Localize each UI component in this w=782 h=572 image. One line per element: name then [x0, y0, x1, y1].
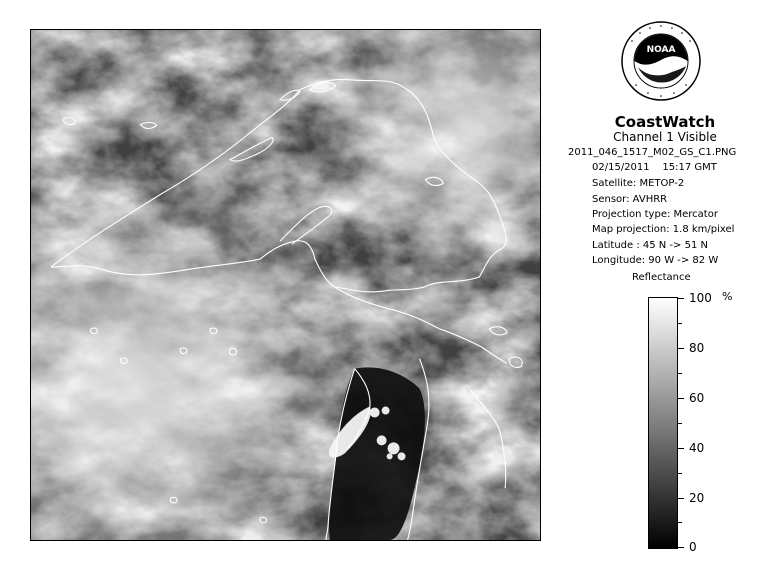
colorbar-minor-tick [678, 423, 682, 424]
noaa-logo-text: NOAA [646, 45, 676, 55]
date-value: 02/15/2011 [592, 162, 650, 173]
datetime-label [592, 162, 717, 173]
colorbar-minor-tick [678, 473, 682, 474]
colorbar-tick-label: 80 [689, 341, 705, 355]
colorbar-tick [678, 498, 684, 499]
map-projection-label: Map projection: 1.8 km/pixel [592, 224, 735, 235]
brand-title: CoastWatch [614, 113, 716, 131]
satellite-image [30, 29, 541, 541]
noaa-logo-icon [620, 20, 702, 102]
legend-unit: % [722, 290, 733, 303]
colorbar-tick [678, 448, 684, 449]
time-value: 15:17 GMT [662, 162, 717, 173]
satellite-label: Satellite: METOP-2 [592, 178, 685, 189]
colorbar-tick-label: 0 [689, 540, 697, 554]
colorbar-tick [678, 398, 684, 399]
colorbar-minor-tick [678, 373, 682, 374]
legend-title: Reflectance [632, 272, 691, 283]
colorbar-tick-label: 60 [689, 391, 705, 405]
channel-label: Channel 1 Visible [613, 130, 717, 144]
colorbar-minor-tick [678, 323, 682, 324]
projection-type-label: Projection type: Mercator [592, 209, 718, 220]
longitude-label: Longitude: 90 W -> 82 W [592, 255, 719, 266]
filename-label: 2011_046_1517_M02_GS_C1.PNG [568, 147, 737, 158]
colorbar-minor-tick [678, 522, 682, 523]
reflectance-colorbar [648, 297, 678, 549]
satellite-imagery-map [31, 30, 540, 540]
colorbar-tick-label: 100 [689, 291, 712, 305]
sensor-label: Sensor: AVHRR [592, 194, 668, 205]
colorbar-tick [678, 348, 684, 349]
latitude-label: Latitude : 45 N -> 51 N [592, 240, 708, 251]
colorbar-tick-label: 20 [689, 491, 705, 505]
colorbar-tick [678, 547, 684, 548]
colorbar-tick [678, 298, 684, 299]
colorbar-tick-label: 40 [689, 441, 705, 455]
